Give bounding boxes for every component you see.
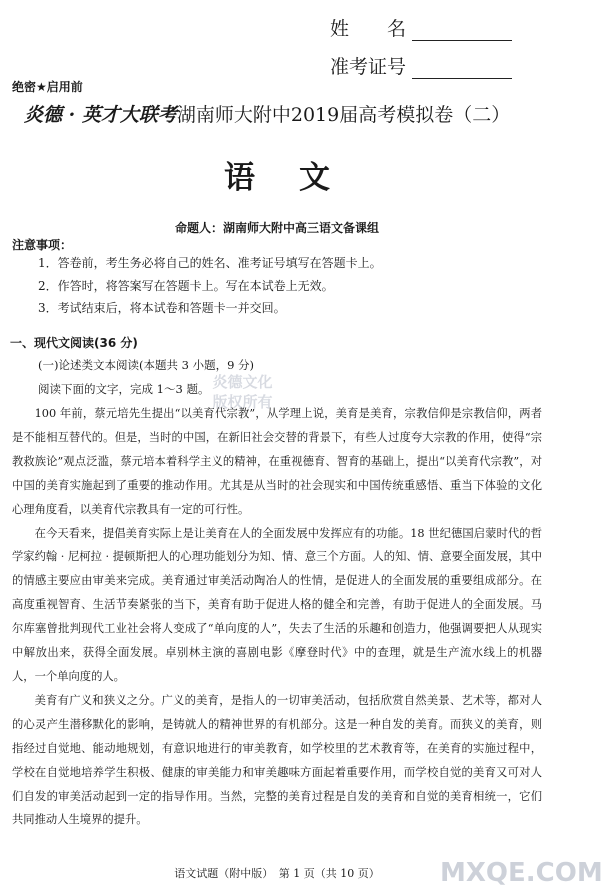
author-line: 命题人：湖南师大附中高三语文备课组 xyxy=(174,221,379,235)
exam-id-label: 准考证号 xyxy=(330,56,407,78)
name-label: 姓 名 xyxy=(330,18,407,40)
note-item: 1．答卷前，考生务必将自己的姓名、准考证号填写在答题卡上。 xyxy=(38,256,382,270)
instruction: 阅读下面的文字，完成 1～3 题。 xyxy=(38,382,210,396)
subject-title: 语文 xyxy=(224,160,374,196)
note-item: 3．考试结束后，将本试卷和答题卡一并交回。 xyxy=(38,301,286,315)
subsection-heading: (一)论述类文本阅读(本题共 3 小题，9 分) xyxy=(38,358,255,372)
confidential-label: 绝密★启用前 xyxy=(12,80,83,94)
reading-passage xyxy=(12,402,542,832)
paragraph: 美育有广义和狭义之分。广义的美育，是指人的一切审美活动，包括欣赏自然美景、艺术等，都对人的心灵产生潜移默化的影响，是铸就人的精神世界的有机部分。这是一种自发的美育。而狭义的美育，则指经过自觉地、能动地规划，有意识地进行的审美教育，如学校里的艺术教育等，在美育的实施过程中，学校在自觉地培养学生积极、健康的审美能力和审美趣味方面起着重要作用，而学校自觉的美育又可对人们自发的审美活动起到一定的指导作用。当然，完整的美育过程是自发的美育和自觉的美育相统一，它们共同推动人生境界的提升。 xyxy=(12,693,542,827)
note-item: 2．作答时，将答案写在答题卡上。写在本试卷上无效。 xyxy=(38,279,334,293)
watermark-line: 版权所有 xyxy=(212,393,273,411)
name-blank[interactable] xyxy=(412,22,512,41)
exam-title-rest: 湖南师大附中2019届高考模拟卷（二） xyxy=(176,104,511,126)
exam-id-field xyxy=(330,52,512,79)
exam-id-blank[interactable] xyxy=(412,60,512,79)
exam-title xyxy=(24,100,544,127)
exam-title-brand: 炎德 · 英才大联考 xyxy=(24,104,177,126)
page-footer: 语文试题（附中版） 第 1 页（共 10 页） xyxy=(174,867,380,880)
watermark-corner: MXQE.COM xyxy=(440,858,603,888)
name-field xyxy=(330,14,512,41)
paragraph: 在今天看来，提倡美育实际上是让美育在人的全面发展中发挥应有的功能。18 世纪德国启蒙时代的哲学家约翰 · 尼柯拉 · 提顿斯把人的心理功能划分为知、情、意三个方面。人的知、情、意要全面发展，其中的情感主要应由审美来完成。美育通过审美活动陶冶人的性情，是促进人的全面发展的重要组成部分。在高度重视智育、生活节奏紧张的当下，美育有助于促进人格的健全和完善，有助于促进人的全面发展。马尔库塞曾批判现代工业社会将人变成了“单向度的人”，失去了生活的乐趣和创造力，他强调要把人从现实中解放出来，获得全面发展。卓别林主演的喜剧电影《摩登时代》中的查理，就是生产流水线上的机器人，一个单向度的人。 xyxy=(12,526,542,683)
notes-heading: 注意事项： xyxy=(12,238,73,252)
section-heading: 一、现代文阅读(36 分) xyxy=(10,336,138,350)
paragraph: 100 年前，蔡元培先生提出“以美育代宗教”，从学理上说，美育是美育，宗教信仰是宗教信仰，两者是不能相互替代的。但是，当时的中国，在新旧社会交替的背景下，有些人过度夸大宗教的作用，使得“宗教救族论”观点泛滥，蔡元培本着科学主义的精神，在重视德育、智育的基础上，提出“以美育代宗教”，对中国的美育实施起到了重要的推动作用。尤其是从当时的社会现实和中国传统重感悟、重当下体验的文化心理角度看，以美育代宗教具有一定的可行性。 xyxy=(12,407,542,516)
watermark-line: 炎德文化 xyxy=(212,373,273,391)
